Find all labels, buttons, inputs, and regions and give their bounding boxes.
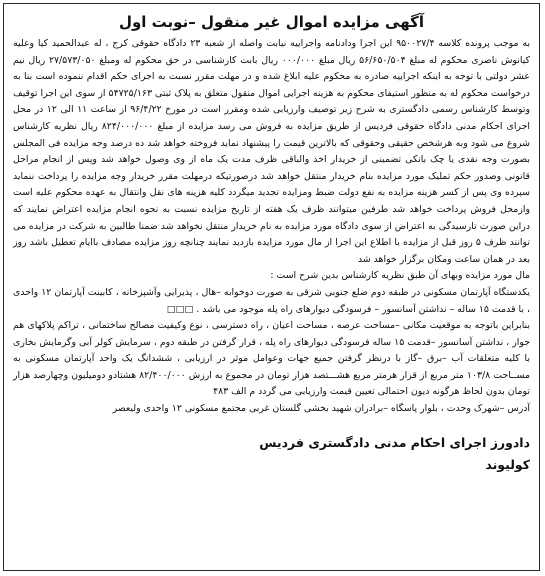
notice-paragraph-address: آدرس –شهرک وحدت ، بلوار پاسگاه –برادران شهید بخشی گلستان غربی مجتمع مسکونی ۱۲ واحدی ولیعصر <box>112 403 530 415</box>
signature-title: دادورز اجرای احکام مدنی دادگستری فردیس <box>259 434 530 450</box>
notice-paragraph-property-intro: مال مورد مزایده وبهای آن طبق نظریه کارشناس بدین شرح است : <box>270 270 530 282</box>
notice-title: آگهی مزایده اموال غیر منقول –نوبت اول <box>118 13 425 31</box>
notice-body <box>13 36 530 418</box>
signature-name: کولیوند <box>485 456 530 472</box>
notice-paragraph-main: به موجب پرونده کلاسه ۹۵۰۰۲۷/۴ این اجرا ودادنامه واجراییه نیابت واصله از شعبه ۲۳ دادگاه حقوقی کرج ، له عبدالحمید کیا وعلیه کیانوش ناصری محکوم له مبلغ ۵۶/۶۵۰/۵۰۴ ریال مبلغ ۰۰۰/۰۰۰ ریال بابت کارشناسی در حق محکوم له ومبلغ ۲۷/۵۷۳/۰۵۰ ریال نیم عشر دولتی با توجه به اینکه اجراییه صادره به محکوم علیه ابلاغ شده و در مهلت مقرر نسبت به اجرای حکم اقدام ننموده است بنا به درخواست محکوم له به منظور استیفای محکوم به هزینه اجرایی اموال منقول متعلق به پلاک ثبتی ۵۴۷۲۵/۱۶۳ از سوی این اجرا توقیف وتوسط کارشناس رسمی دادگستری به شرح زیر توصیف وارزیابی شده ومقرر است در مورخ ۹۶/۴/۲۲ از ساعت ۱۱ الی ۱۲ در محل اجرای احکام مدنی دادگاه حقوقی فردیس از طریق مزایده به فروش می رسد مزایده از مبلغ ۸۲۴/۰۰۰/۰۰۰ ریال نظریه کارشناس شروع می شود وبه هرشخص حقیقی وحقوقی که بالاترین قیمت را پیشنهاد نماید فروخته خواهد شد ده درصد وجه مزایده فی المجلس بصورت وجه نقدی یا چک بانکی تضمینی از خریدار اخذ والباقی ظرف مدت یک ماه از وی وصول خواهد شد وپس از انجام مراحل قانونی وصدور حکم تملیک مورد مزایده بنام خریدار منتقل خواهد شد درصورتیکه درمهلت مقرر خریدار وجه مزایده را پرداخت ننماید سپرده وی پس از کسر هزینه مزایده به نفع دولت ضبط ومزایده تجدید میگردد کلیه هزینه های نقل وانتقال به عهده محکوم علیه است وازمحل فروش پرداخت خواهد شد طرفین میتوانند ظرف یک هفته از تاریخ مزایده نسبت به نحوه انجام مزایده اعتراض نمایند که دراین صورت تارسیدگی به اعتراض از سوی دادگاه مورد مزایده به نام خریدار منتقل نخواهد شد ضمنا طالبین به شرکت در مزایده می توانند ظرف ۵ روز قبل از مزایده با اطلاع این اجرا از مال مورد مزایده بازدید نمایند چنانچه روز مزایده مصادف باایام تعطیل باشد روز بعد در همان ساعت ومکان برگزار خواهد شد <box>13 38 530 265</box>
signature-block <box>13 432 530 476</box>
notice-paragraph-valuation: بنابراین باتوجه به موقعیت مکانی –مساحت عرصه ، مساحت اعیان ، راه دسترسی ، نوع وکیفیت مصالح ساختمانی ، تراکم پلاکهای هم جوار ، نداشتن آسانسور –قدمت ۱۵ ساله فرسودگی دیوارهای راه پله ، قرار گرفتن در طبقه دوم ، سرمایش کولر آبی وگرمایش بخاری با کلیه متعلقات آب –برق –گاز با درنظر گرفتن جمیع جهات وعوامل موثر در ارزیابی ، ششدانگ یک واحد آپارتمان مسکونی به مســاحت ۱۰۳/۸ متر مربع از قرار هرمتر مربع هشـــتصد هزار تومان در مجموع به ارزش ۸۲/۴۰۰/۰۰۰ هشتادو دومیلیون وچهارصد هزار تومان بدون لحاظ هرگونه دیون احتمالی تعیین قیمت وارزیابی می گردد م الف ۴۸۳ <box>13 320 530 398</box>
auction-notice <box>3 3 540 571</box>
notice-paragraph-property-description: یکدستگاه آپارتمان مسکونی در طبقه دوم ضلع جنوبی شرقی به صورت دوخوابه –هال ، پذیرایی وآشپزخانه ، کابینت آپارتمان ۱۲ واحدی ، با قدمت ۱۵ ساله – نداشتن آسانسور – فرسودگی دیوارهای راه پله موجود می باشد . □□□ <box>13 286 530 315</box>
